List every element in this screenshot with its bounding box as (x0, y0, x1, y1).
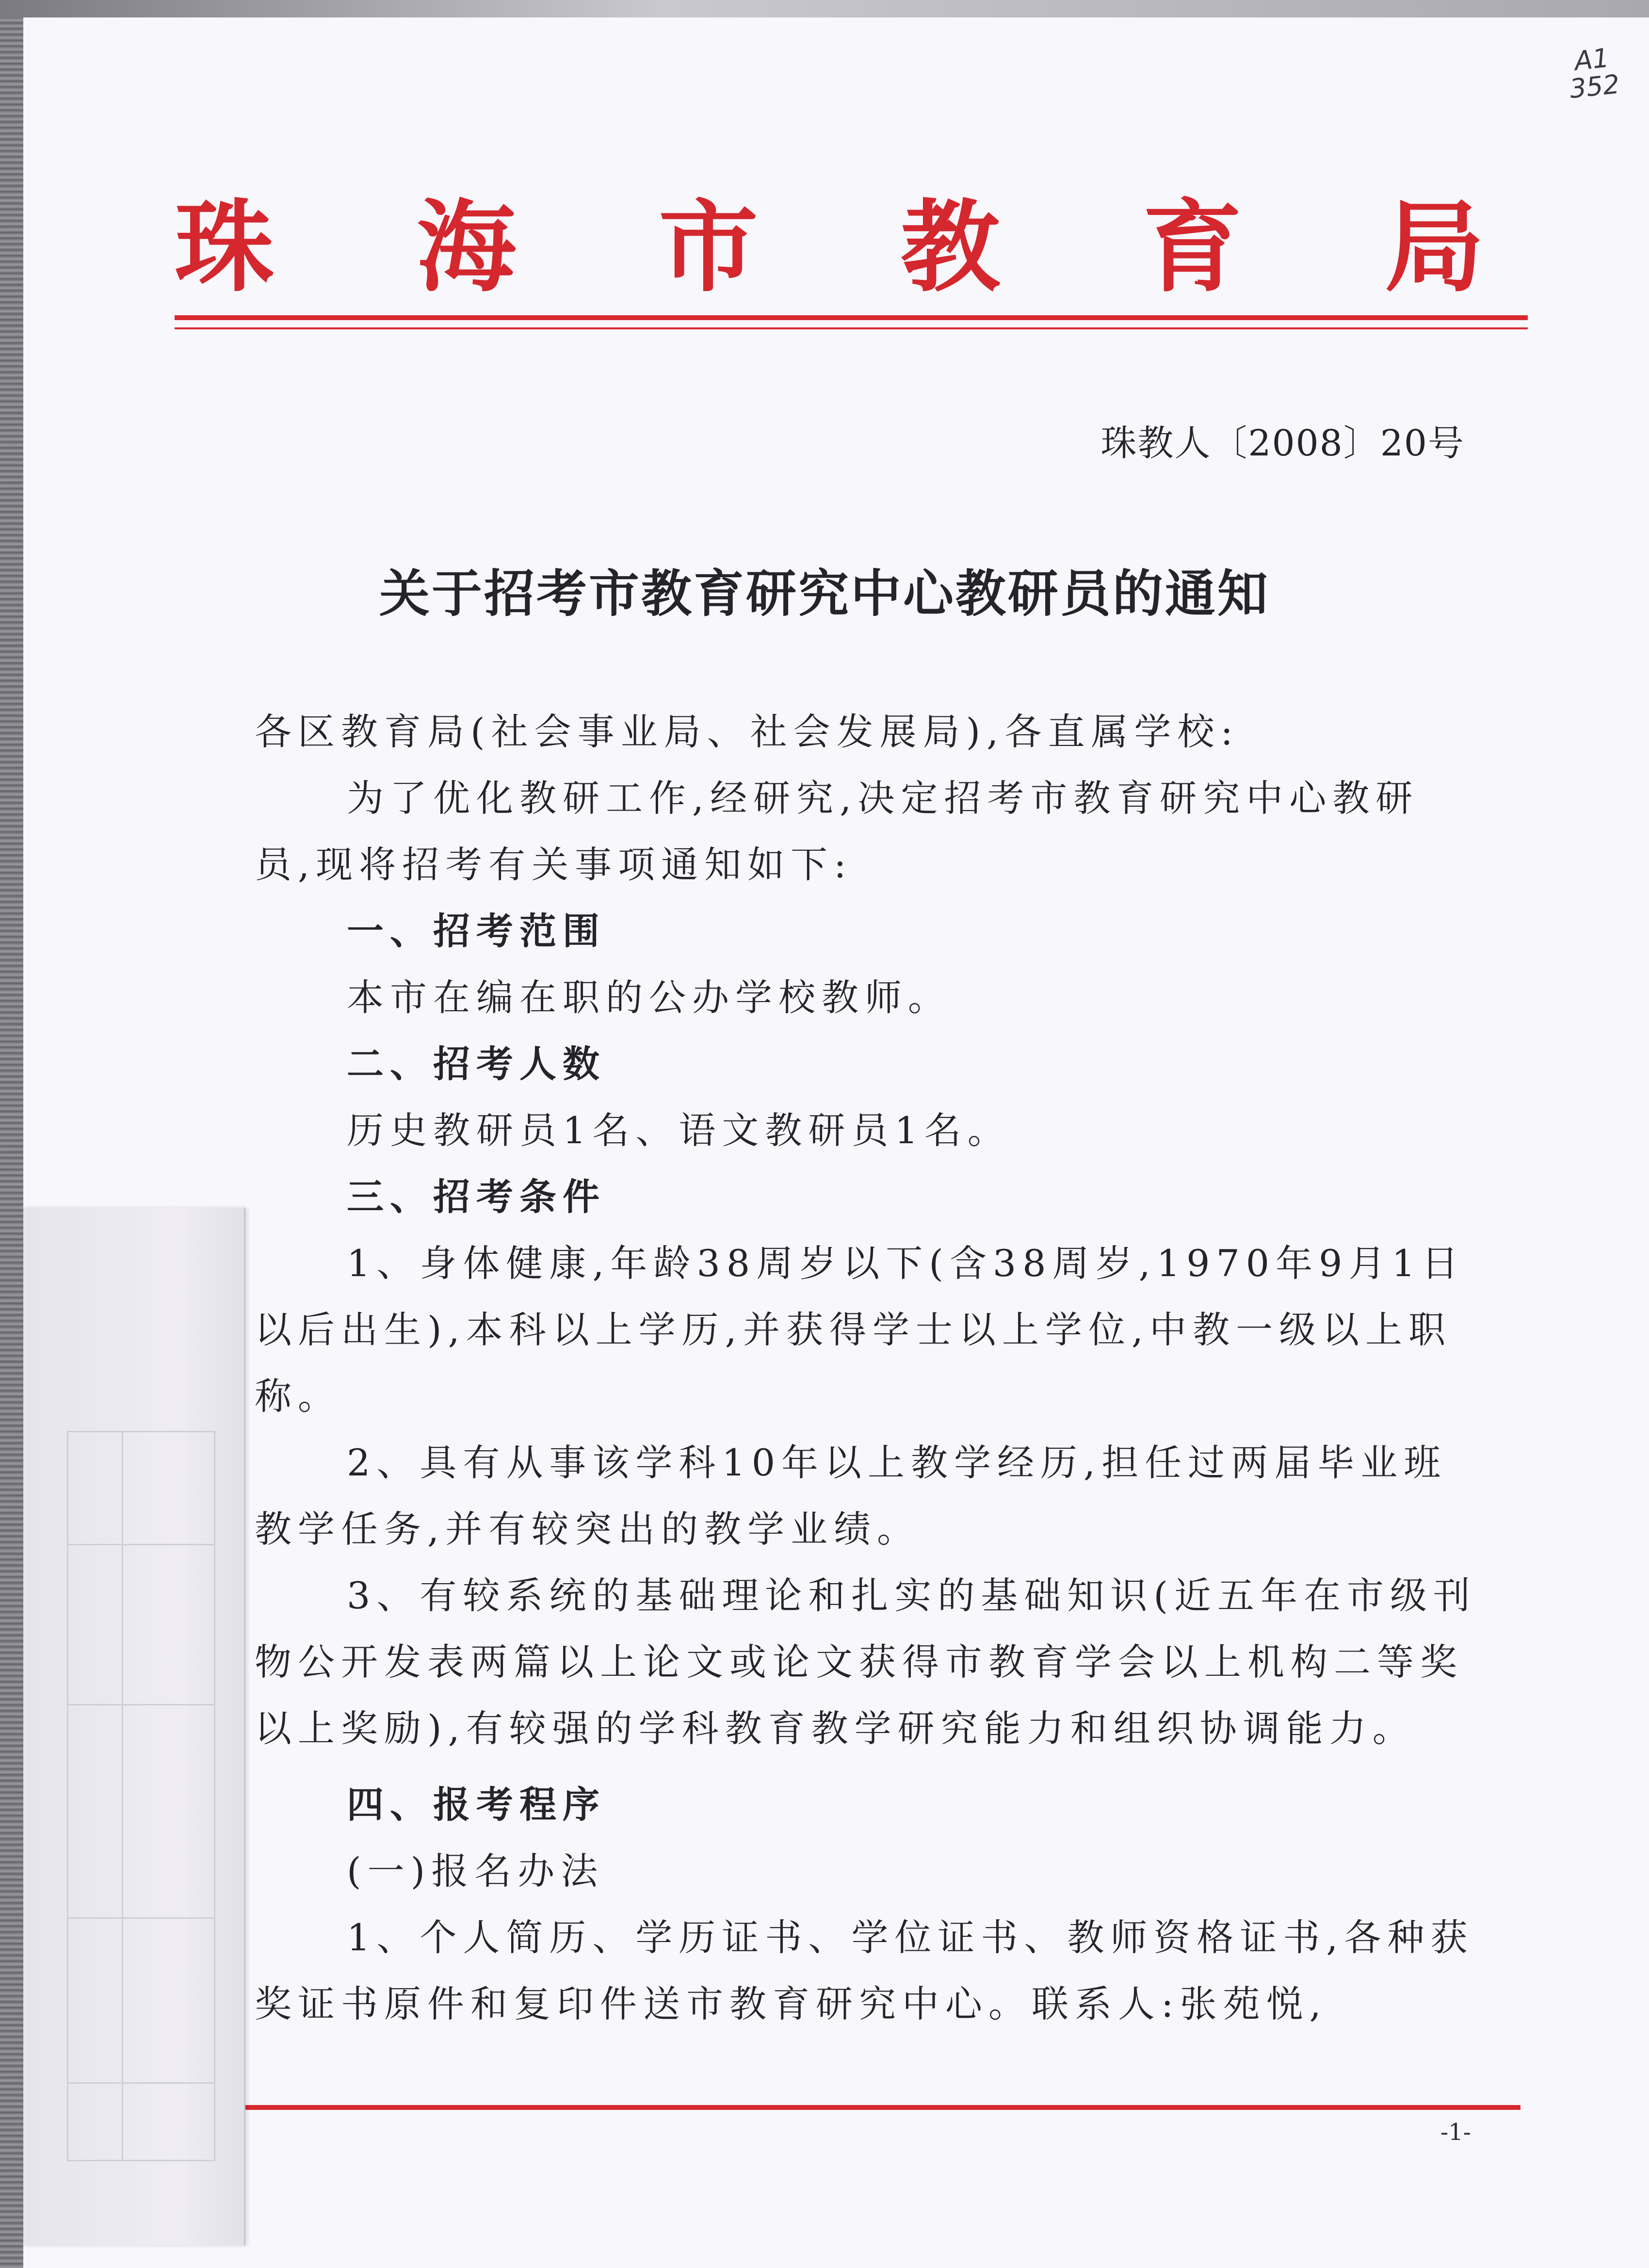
masthead-rule-thick (175, 315, 1528, 320)
slip-table-line (68, 1704, 214, 1705)
page-mark-line1: A1 (1573, 42, 1611, 77)
attached-routing-slip (23, 1208, 245, 2246)
slip-table-outline (67, 1431, 215, 2161)
masthead-char: 育 (1143, 189, 1242, 306)
section-paragraph: 本市在编在职的公办学校教师。 (347, 976, 951, 1019)
masthead (175, 184, 1484, 310)
section-paragraph: 1、个人简历、学历证书、学位证书、教师资格证书,各种获奖证书原件和复印件送市教育研究中心。联系人:张苑悦, (255, 1916, 1474, 2025)
slip-table-line (68, 1917, 214, 1919)
document-number: 珠教人〔2008〕20号 (1100, 422, 1465, 464)
section-paragraph: 1、身体健康,年龄38周岁以下(含38周岁,1970年9月1日以后出生),本科以上学历,并获得学士以上学位,中教一级以上职称。 (255, 1242, 1465, 1418)
slip-table-line (68, 1544, 214, 1545)
intro-paragraph: 为了优化教研工作,经研究,决定招考市教育研究中心教研员,现将招考有关事项通知如下: (255, 777, 1419, 886)
masthead-char: 海 (417, 189, 516, 306)
section-paragraph: 2、具有从事该学科10年以上教学经历,担任过两届毕业班教学任务,并有较突出的教学业绩。 (255, 1441, 1447, 1551)
page-number: -1- (1440, 2119, 1471, 2146)
masthead-char: 局 (1385, 189, 1484, 306)
masthead-char: 教 (901, 189, 1000, 306)
section-heading: 三、招考条件 (347, 1175, 606, 1218)
scan-border-left (0, 0, 23, 2268)
masthead-char: 珠 (175, 189, 274, 306)
section-heading: 二、招考人数 (347, 1042, 606, 1085)
salutation: 各区教育局(社会事业局、社会发展局),各直属学校: (255, 710, 1240, 753)
document-body (255, 698, 1479, 2037)
section-paragraph: 3、有较系统的基础理论和扎实的基础知识(近五年在市级刊物公开发表两篇以上论文或论文获得市教育学会以上机构二等奖以上奖励),有较强的学科教育教学研究能力和组织协调能力。 (255, 1574, 1477, 1750)
handwritten-page-mark (1557, 43, 1630, 104)
section-paragraph: 历史教研员1名、语文教研员1名。 (347, 1109, 1011, 1152)
page-mark-line2: 352 (1568, 68, 1621, 105)
subsection-heading: (一)报名办法 (347, 1849, 604, 1893)
slip-table-line (68, 2082, 214, 2084)
scan-border-top (0, 0, 1649, 17)
slip-table-line (122, 1432, 123, 2160)
footer-rule (238, 2105, 1520, 2110)
section-heading: 一、招考范围 (347, 909, 606, 953)
masthead-char: 市 (659, 189, 758, 306)
section-heading: 四、报考程序 (347, 1783, 606, 1826)
masthead-rule-thin (175, 327, 1528, 329)
document-title: 关于招考市教育研究中心教研员的通知 (379, 564, 1270, 623)
